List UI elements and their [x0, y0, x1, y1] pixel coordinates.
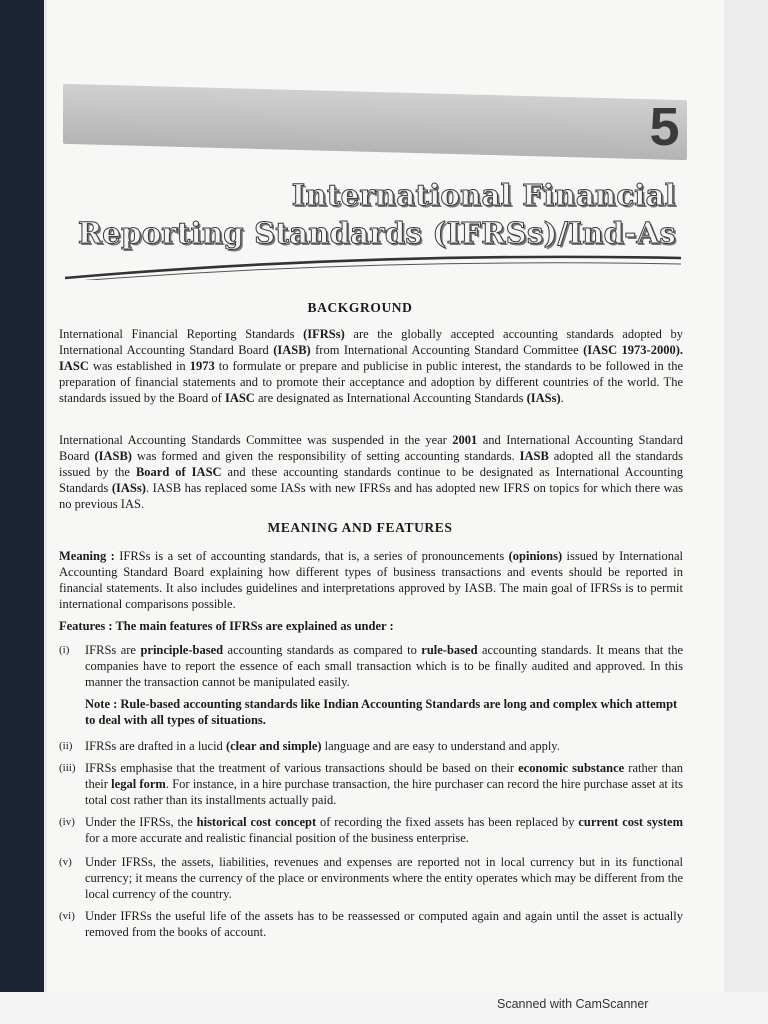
chapter-title-line1: International Financial — [291, 178, 676, 212]
meaning-paragraph: Meaning : IFRSs is a set of accounting standards, that is, a series of pronouncements (opinions) issued by International Accounting Standard Board explaining how different types of business transactions and events should be reported in financial statements. It also includes guidelines and interpretations approved by IASB. The main goal of IFRSs is to permit international comparisons possible. — [59, 549, 683, 611]
background-heading: BACKGROUND — [307, 300, 413, 315]
chapter-band — [63, 84, 687, 160]
feature-note: Note : Rule-based accounting standards like Indian Accounting Standards are long and complex which attempt to deal with all types of situations. — [85, 697, 678, 727]
feature-item-3: (iii) IFRSs emphasise that the treatment of various transactions should be based on their economic substance rather than their legal form. For instance, in a hire purchase transaction, the hire purchaser can record the hire purchase asset at its total cost rather than its installments actually paid. — [59, 761, 683, 807]
background-paragraph-1: International Financial Reporting Standards (IFRSs) are the globally accepted accounting standards adopted by International Accounting Standard Board (IASB) from International Accounting Standard Committee (IASC 1973-2000). IASC was established in 1973 to formulate or prepare and publicise in public interest, the standards to be followed in the preparation of financial statements and to promote their acceptance and adoption by different countries of the world. The standards issued by the Board of IASC are designated as International Accounting Standards (IASs). — [59, 327, 683, 405]
chapter-number: 5 — [649, 97, 680, 157]
title-underline — [63, 250, 683, 280]
feature-item-6: (vi) Under IFRSs the useful life of the assets has to be reassessed or computed again and again until the asset is actually removed from the books of account. — [59, 909, 683, 939]
background-paragraph-2: International Accounting Standards Committee was suspended in the year 2001 and International Accounting Standard Board (IASB) was formed and given the responsibility of setting accounting standards. IASB adopted all the standards issued by the Board of IASC and these accounting standards continue to be designated as International Accounting Standards (IASs). IASB has replaced some IASs with new IFRSs and has adopted new IFRS on topics for which there was no previous IAS. — [59, 433, 684, 511]
document-page — [44, 0, 724, 993]
features-intro: Features : The main features of IFRSs are explained as under : — [59, 619, 394, 633]
feature-item-4: (iv) Under the IFRSs, the historical cost concept of recording the fixed assets has been replaced by current cost system for a more accurate and realistic financial position of the business enterprise. — [59, 815, 684, 845]
background-right — [724, 0, 768, 1024]
feature-item-1: (i) IFRSs are principle-based accounting standards as compared to rule-based accounting standards. It means that the companies have to report the essence of each small transaction which is to be finally audited and approved. In this manner the transaction cannot be manipulated easily. — [59, 643, 684, 689]
background-bottom — [0, 992, 768, 1024]
feature-item-5: (v) Under IFRSs, the assets, liabilities, revenues and expenses are reported not in local currency but in its functional currency; it means the currency of the place or environments where the entity operates which may be different from the local currency of the country. — [59, 855, 683, 901]
meaning-heading: MEANING AND FEATURES — [267, 520, 453, 535]
chapter-title-line2: Reporting Standards (IFRSs)/Ind-As — [77, 216, 676, 250]
scanner-watermark: Scanned with CamScanner — [497, 997, 649, 1011]
feature-item-2: (ii) IFRSs are drafted in a lucid (clear and simple) language and are easy to understand and apply. — [59, 739, 560, 753]
